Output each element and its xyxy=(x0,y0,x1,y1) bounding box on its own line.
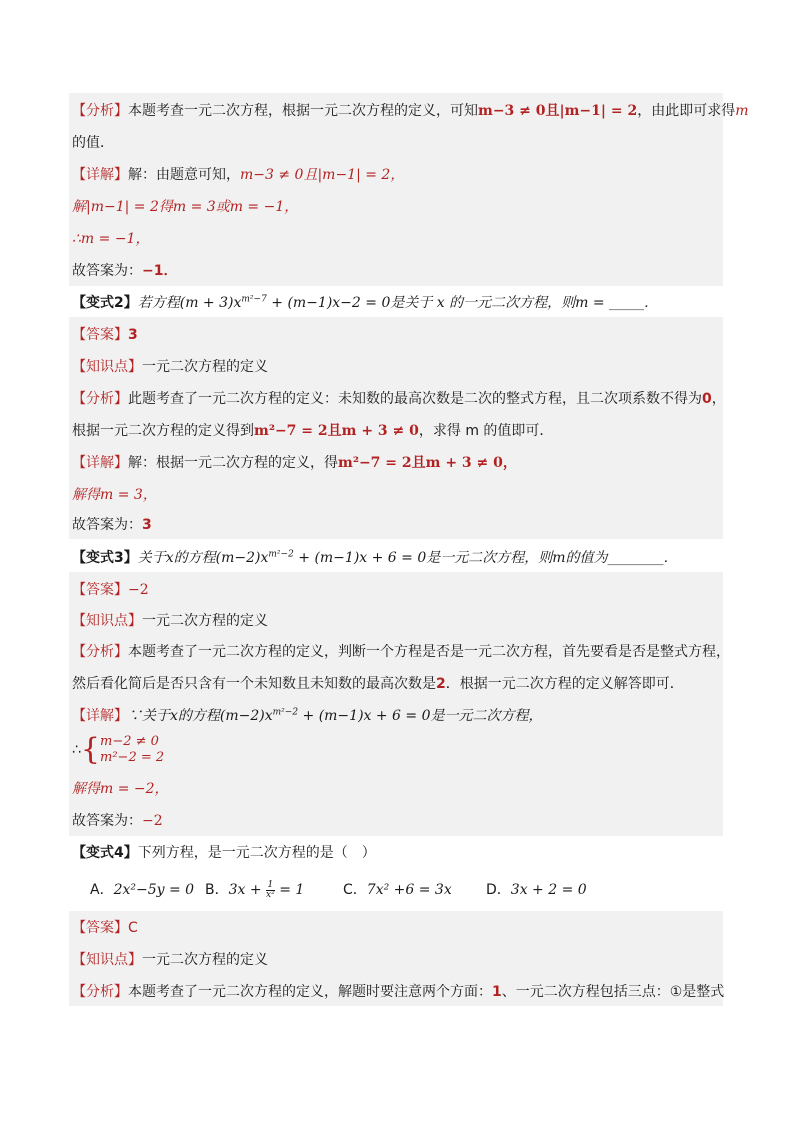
ex1-detail-line1: 【详解】解：由题意可知，m−3 ≠ 0且|m−1| = 2， xyxy=(72,167,405,183)
ex2-question: 【变式2】若方程$(m + 3)x^{m^2-7} + (m-1)x-2 = 0$是关于 x 的一元二次方程，则m = _____． xyxy=(72,294,659,311)
ex4-question: 【变式4】下列方程，是一元二次方程的是（ ） xyxy=(72,845,376,861)
analysis-tag: 【分析】 xyxy=(72,103,128,119)
ex2-answer: 【答案】3 xyxy=(72,327,138,343)
ex2-detail-line3: 故答案为：3 xyxy=(72,517,152,533)
ex1-solution-block xyxy=(69,93,723,286)
ex4-answer: 【答案】C xyxy=(72,920,138,936)
ex1-analysis-line2: 的值． xyxy=(72,135,114,151)
ex4-analysis-line1: 【分析】本题考查了一元二次方程的定义，解题时要注意两个方面：1、一元二次方程包括三点：①是整式 xyxy=(72,984,725,1000)
answer-tag: 【答案】 xyxy=(72,327,128,343)
ex3-question: 【变式3】关于x的方程$(m-2)x^{m^2-2} + (m-1)x + 6 = 0$是一元二次方程，则m的值为________． xyxy=(72,549,678,566)
ex3-detail-line2: 解得m = −2， xyxy=(72,781,169,797)
brace-symbol: { xyxy=(80,732,101,767)
ex1-analysis-line1: 【分析】本题考查一元二次方程，根据一元二次方程的定义，可知m−3 ≠ 0且|m−1| = 2，由此即可求得m xyxy=(72,103,749,119)
option-d[interactable]: D．3x + 2 = 0 xyxy=(486,882,587,898)
ex2-analysis-line1: 【分析】此题考查了一元二次方程的定义：未知数的最高次数是二次的整式方程，且二次项系数不得为0， xyxy=(72,391,726,407)
question-tag: 【变式2】 xyxy=(72,295,138,311)
ex1-detail-line3: ∴m = −1， xyxy=(72,231,150,247)
option-c[interactable]: C．7x² +6 = 3x xyxy=(343,882,452,898)
ex2-detail-line2: 解得m = 3， xyxy=(72,487,157,503)
ex1-detail-line4: 故答案为：−1． xyxy=(72,263,178,279)
ex2-analysis-line2: 根据一元二次方程的定义得到m²−7 = 2且m + 3 ≠ 0，求得 m 的值即可． xyxy=(72,423,554,439)
ex4-knowledge-point: 【知识点】一元二次方程的定义 xyxy=(72,952,268,968)
option-a[interactable]: A．2x²−5y = 0 xyxy=(90,882,195,898)
ex1-detail-line2: 解|m−1| = 2得m = 3或m = −1， xyxy=(72,199,299,215)
ex3-equation-system: ∴{ m−2 ≠ 0 m²−2 = 2 xyxy=(72,732,165,767)
ex2-knowledge-point: 【知识点】一元二次方程的定义 xyxy=(72,359,268,375)
ex3-knowledge-point: 【知识点】一元二次方程的定义 xyxy=(72,613,268,629)
ex4-options xyxy=(90,880,650,900)
knowledge-tag: 【知识点】 xyxy=(72,359,142,375)
ex3-analysis-line2: 然后看化简后是否只含有一个未知数且未知数的最高次数是2．根据一元二次方程的定义解答即可． xyxy=(72,676,684,692)
ex3-answer: 【答案】−2 xyxy=(72,582,149,598)
ex2-detail-line1: 【详解】解：根据一元二次方程的定义，得m²−7 = 2且m + 3 ≠ 0， xyxy=(72,455,517,471)
fraction: $\frac{1}{\text{x²}}$ xyxy=(266,879,275,900)
detail-tag: 【详解】 xyxy=(72,167,128,183)
ex3-analysis-line1: 【分析】本题考查了一元二次方程的定义，判断一个方程是否是一元二次方程，首先要看是否是整式方程， xyxy=(72,644,730,660)
ex3-detail-line3: 故答案为：−2 xyxy=(72,813,163,829)
option-b[interactable]: B．3x + $\frac{1}{\text{x²}}$ = 1 xyxy=(205,879,305,900)
ex3-detail-line1: 【详解】∵关于x的方程$(m-2)x^{m^2-2} + (m-1)x + 6 = 0$是一元二次方程， xyxy=(72,707,543,724)
